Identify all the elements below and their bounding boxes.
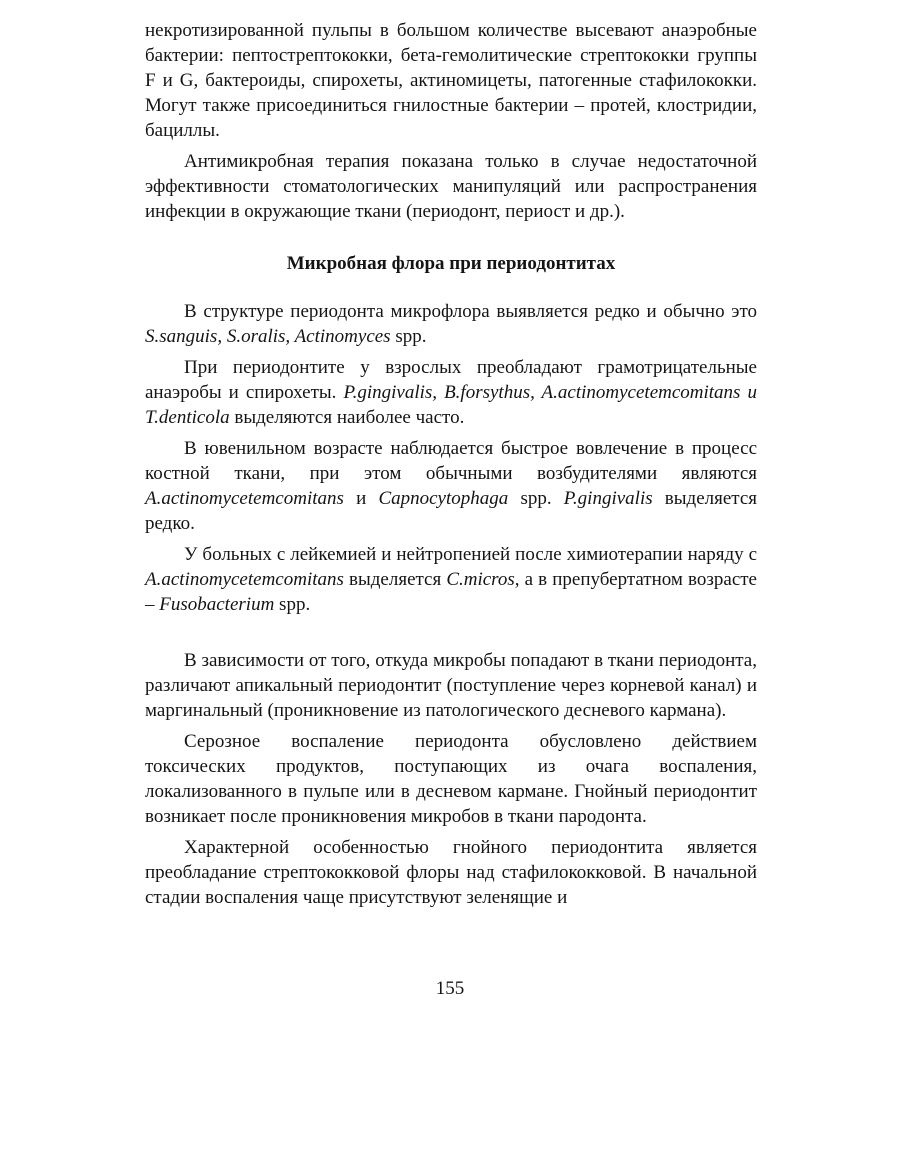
text-span: и	[343, 488, 379, 509]
paragraph-periodont-structure	[145, 299, 757, 349]
text-span: выделяется редко.	[145, 488, 757, 534]
paragraph-adult-periodontitis	[145, 355, 757, 430]
text-span: выделяются наиболее часто.	[229, 407, 465, 428]
paragraph-continuation: некротизированной пульпы в большом количестве высевают анаэробные бактерии: пептострептококки, бета-гемолитические стрептококки группы F и G, бактероиды, спирохеты, актиномицеты, патогенные стафилококки. Могут также присоединиться гнилостные бактерии – протей, клостридии, бациллы.	[145, 20, 757, 141]
italic-species: S.sanguis, S.oralis, Actinomyces	[145, 326, 391, 347]
text-span: У больных с лейкемией и нейтропенией после химиотерапии наряду с	[184, 544, 757, 565]
italic-species: C.micros	[446, 569, 515, 590]
text-span: В ювенильном возрасте наблюдается быстрое вовлечение в процесс костной ткани, при этом обычными возбудителями являются	[145, 438, 757, 484]
italic-species: A.actinomycetemcomitans	[145, 488, 344, 509]
italic-species: P.gingivalis, B.forsythus, A.actinomycetemcomitans и T.denticola	[145, 382, 757, 428]
italic-species: Capnocytophaga	[378, 488, 509, 509]
section-heading: Микробная флора при периодонтитах	[286, 253, 616, 274]
text-span: spp.	[390, 326, 427, 347]
text-span: spp.	[508, 488, 564, 509]
italic-species: A.actinomycetemcomitans	[145, 569, 344, 590]
paragraph-juvenile-age	[145, 436, 757, 536]
paragraph-leukemia-patients	[145, 542, 757, 617]
paragraph-serous-inflammation: Серозное воспаление периодонта обусловлено действием токсических продуктов, поступающих из очага воспаления, локализованного в пульпе или в десневом кармане. Гнойный периодонтит возникает после проникновения микробов в ткани пародонта.	[145, 731, 757, 827]
page-body	[145, 18, 757, 910]
text-span: В структуре периодонта микрофлора выявляется редко и обычно это	[184, 301, 757, 322]
page-number: 155	[435, 978, 465, 999]
paragraph-antimicrobial-therapy: Антимикробная терапия показана только в случае недостаточной эффективности стоматологических манипуляций или распространения инфекции в окружающие ткани (периодонт, периост и др.).	[145, 151, 757, 222]
text-span: выделяется	[343, 569, 447, 590]
text-span: spp.	[274, 594, 311, 615]
text-span: При периодонтите у взрослых преобладают грамотрицательные анаэробы и спирохеты.	[145, 357, 757, 403]
italic-species: P.gingivalis	[563, 488, 653, 509]
text-span: , а в препубертатном возрасте –	[145, 569, 757, 615]
italic-species: Fusobacterium	[159, 594, 275, 615]
paragraph-apical-marginal: В зависимости от того, откуда микробы попадают в ткани периодонта, различают апикальный периодонтит (поступление через корневой канал) и маргинальный (проникновение из патологического десневого кармана).	[145, 650, 757, 721]
paragraph-purulent-periodontitis: Характерной особенностью гнойного периодонтита является преобладание стрептококковой флоры над стафилококковой. В начальной стадии воспаления чаще присутствуют зеленящие и	[145, 837, 757, 908]
